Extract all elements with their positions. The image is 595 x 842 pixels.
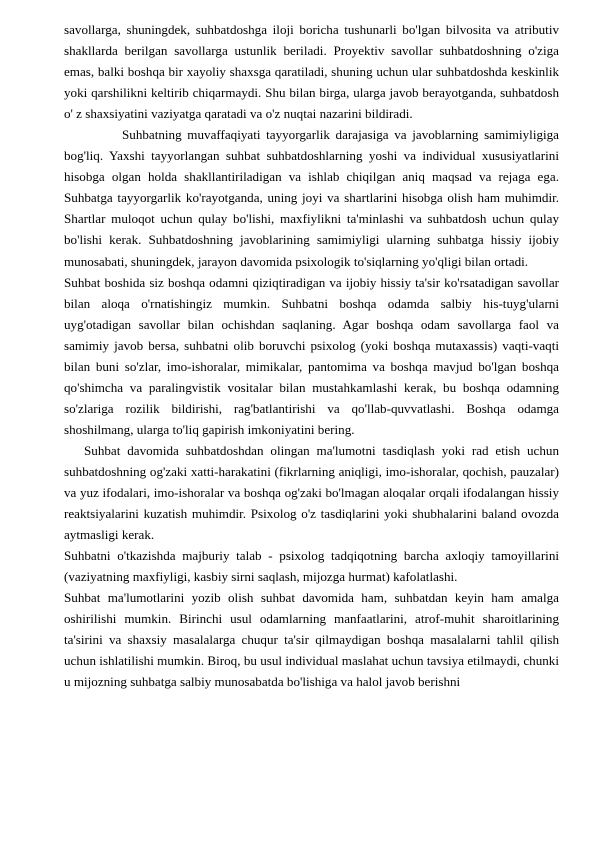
paragraph-recording-data: Suhbat ma'lumotlarini yozib olish suhbat davomida ham, suhbatdan keyin ham amalga oshirilishi mumkin. Birinchi usul odamlarning manfaatlarini, atrof-muhit sharoitlarining ta'sirini va shaxsiy masalalarga chuqur ta'sir qilmaydigan boshqa masalalarni tahlil qilish uchun ishlatilishi mumkin. Biroq, bu usul individual maslahat uchun tavsiya etilmaydi, chunki u mijozning suhbatga salbiy munosabatda bo'lishiga va halol javob berishni	[64, 590, 559, 690]
paragraph-ethical-requirements: Suhbatni o'tkazishda majburiy talab - psixolog tadqiqotning barcha axloqiy tamoyillarini (vaziyatning maxfiyligi, kasbiy sirni saqlash, mijozga hurmat) kafolatlashi.	[64, 548, 559, 585]
paragraph-opening-contact: Suhbat boshida siz boshqa odamni qiziqtiradigan va ijobiy hissiy ta'sir ko'rsatadigan savollar bilan aloqa o'rnatishingiz mumkin. Suhbatni boshqa odamda salbiy his-tuyg'ularni uyg'otadigan savollar bilan ochishdan saqlaning. Agar boshqa odam savollarga faol va samimiy javob bersa, suhbatni olib boruvchi psixolog (yoki boshqa mutaxassis) vaqti-vaqti bilan buni so'zlar, imo-ishoralar, mimikalar, pantomima va boshqa mavjud bo'lgan boshqa qo'shimcha va paralingvistik vositalar bilan mustahkamlashi kerak, bu boshqa odamning so'zlariga rozilik bildirishi, rag'batlantirishi va qo'llab-quvvatlashi. Boshqa odamga shoshilmang, ularga to'liq gapirish imkoniyatini bering.	[64, 274, 559, 437]
document-body	[64, 19, 559, 693]
paragraph-interview-preparation: Suhbatning muvaffaqiyati tayyorgarlik darajasiga va javoblarning samimiyligiga bog'liq. Yaxshi tayyorlangan suhbat suhbatdoshlarning yoshi va individual xususiyatlarini hisobga olgan holda shakllantiriladigan va ishlab chiqilgan aniq maqsad va rejaga ega. Suhbatga tayyorgarlik ko'rayotganda, uning joyi va shartlarini hisobga olish ham muhimdir. Shartlar muloqot uchun qulay bo'lishi, maxfiylikni ta'minlashi va suhbatdosh uchun qulay bo'lishi kerak. Suhbatdoshning javoblarining samimiyligi ularning suhbatga hissiy ijobiy munosabati, shuningdek, jarayon davomida psixologik to'siqlarning yo'qligi bilan ortadi.	[64, 127, 559, 269]
paragraph-question-types: savollarga, shuningdek, suhbatdoshga iloji boricha tushunarli bo'lgan bilvosita va atributiv shakllarda berilgan savollarga ustunlik beriladi. Proyektiv savollar suhbatdoshning o'ziga emas, balki boshqa bir xayoliy shaxsga qaratiladi, shuning uchun ular suhbatdoshda keskinlik yoki qarshilikni keltirib chiqarmaydi. Shu bilan birga, ularga javob berayotganda, suhbatdosh o' z shaxsiyatini vaziyatga qaratadi va o'z nuqtai nazarini bildiradi.	[64, 22, 559, 122]
paragraph-nonverbal-observation: Suhbat davomida suhbatdoshdan olingan ma'lumotni tasdiqlash yoki rad etish uchun suhbatdoshning og'zaki xatti-harakatini (fikrlarning aniqligi, imo-ishoralar, qochish, pauzalar) va yuz ifodalari, imo-ishoralar va boshqa og'zaki bo'lmagan aloqalar orqali ifodalangan hissiy reaktsiyalarini kuzatish muhimdir. Psixolog o'z tasdiqlarini yoki shubhalarini baland ovozda aytmasligi kerak.	[64, 442, 559, 543]
